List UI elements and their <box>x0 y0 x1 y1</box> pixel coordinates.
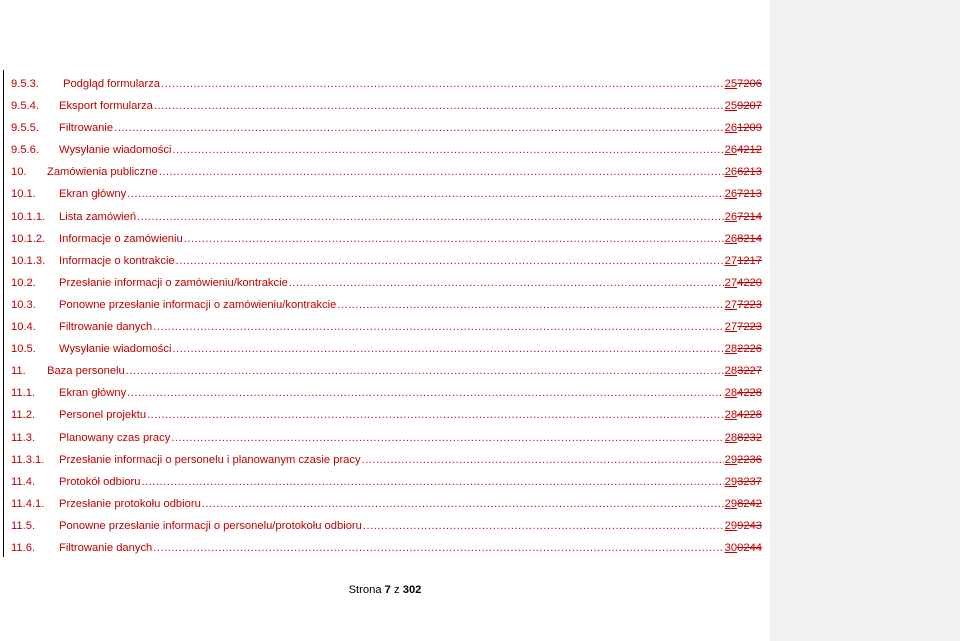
toc-entry-number: 10.3. <box>11 298 36 311</box>
toc-page-inserted: 25 <box>724 78 738 90</box>
toc-entry[interactable] <box>11 294 762 316</box>
toc-page-deleted: 2236 <box>737 453 762 466</box>
toc-page-deleted: 7223 <box>737 321 762 334</box>
toc-entry-title[interactable]: Eksport formularza <box>59 100 153 113</box>
footer-page-number: 7 <box>384 584 391 596</box>
toc-entry-number: 11.4. <box>11 475 36 488</box>
revision-change-bar <box>3 70 4 557</box>
toc-dot-leader <box>289 272 724 294</box>
toc-entry-title[interactable]: Przesłanie protokołu odbioru <box>59 497 201 510</box>
toc-entry[interactable] <box>11 95 762 117</box>
toc-dot-leader <box>172 338 723 360</box>
toc-dot-leader <box>159 161 724 183</box>
toc-page-reference[interactable] <box>725 427 762 449</box>
toc-page-inserted: 28 <box>724 343 738 356</box>
toc-page-deleted: 8232 <box>737 431 762 444</box>
toc-entry[interactable] <box>11 515 762 537</box>
toc-entry[interactable] <box>11 382 762 404</box>
toc-entry[interactable] <box>11 316 762 338</box>
toc-entry-title[interactable]: Planowany czas pracy <box>59 431 171 444</box>
toc-entry-title[interactable]: Wysyłanie wiadomości <box>59 343 172 356</box>
comment-margin <box>770 0 960 641</box>
toc-dot-leader <box>161 73 724 95</box>
toc-page-deleted: 3227 <box>737 365 762 378</box>
footer-separator: z <box>394 584 400 596</box>
toc-dot-leader <box>154 95 724 117</box>
toc-entry-number: 9.5.3. <box>11 78 39 90</box>
toc-page-deleted: 7213 <box>737 188 762 201</box>
toc-page-inserted: 27 <box>724 276 738 289</box>
toc-page-reference[interactable] <box>725 95 762 117</box>
toc-page-reference[interactable] <box>725 537 762 559</box>
toc-entry-number: 10. <box>11 166 27 179</box>
toc-entry-number: 11.3.1. <box>11 453 45 466</box>
toc-page-deleted: 9207 <box>737 100 762 113</box>
toc-entry-number: 11.1. <box>11 387 36 400</box>
toc-page-deleted: 4228 <box>737 387 762 400</box>
toc-dot-leader <box>147 404 724 426</box>
toc-dot-leader <box>176 250 724 272</box>
footer-page-total: 302 <box>402 584 422 596</box>
toc-dot-leader <box>171 427 723 449</box>
toc-page-inserted: 29 <box>724 475 738 488</box>
toc-page-inserted: 26 <box>724 122 738 135</box>
toc-page-inserted: 27 <box>724 254 738 267</box>
toc-dot-leader <box>337 294 723 316</box>
toc-page-inserted: 29 <box>724 453 738 466</box>
toc-page-reference[interactable] <box>725 404 762 426</box>
toc-entry-title[interactable]: Filtrowanie <box>59 122 114 135</box>
toc-dot-leader <box>126 360 724 382</box>
toc-entry[interactable] <box>11 206 762 228</box>
toc-entry[interactable] <box>11 404 762 426</box>
toc-page-inserted: 26 <box>724 144 738 157</box>
toc-dot-leader <box>153 537 723 559</box>
toc-entry-number: 10.1.2. <box>11 232 46 245</box>
footer-label: Strona <box>348 584 382 596</box>
toc-entry-number: 9.5.6. <box>11 144 39 157</box>
toc-page-deleted: 4228 <box>737 409 762 422</box>
toc-page-inserted: 26 <box>724 210 738 223</box>
toc-dot-leader <box>127 382 723 404</box>
toc-dot-leader <box>127 183 723 205</box>
toc-entry[interactable] <box>11 183 762 205</box>
toc-page-deleted: 4220 <box>737 276 762 289</box>
toc-entry-title[interactable]: Ekran główny <box>59 387 127 400</box>
toc-page-inserted: 28 <box>724 365 738 378</box>
toc-page-reference[interactable] <box>725 250 762 272</box>
toc-entry-title[interactable]: Ekran główny <box>59 188 127 201</box>
toc-page-deleted: 6213 <box>737 166 762 179</box>
toc-page-inserted: 26 <box>724 188 738 201</box>
toc-entry-title[interactable]: Baza personelu <box>47 365 125 378</box>
toc-page-reference[interactable] <box>725 206 762 228</box>
toc-entry[interactable] <box>11 117 762 139</box>
toc-entry-title[interactable]: Ponowne przesłanie informacji o zamówieniu/kontrakcie <box>59 298 337 311</box>
toc-page-inserted: 26 <box>724 232 738 245</box>
toc-entry-number: 11.2. <box>11 409 36 422</box>
toc-page-reference[interactable] <box>725 360 762 382</box>
toc-entry-title[interactable]: Personel projektu <box>59 409 147 422</box>
toc-entry[interactable] <box>11 449 762 471</box>
toc-page-reference[interactable] <box>725 449 762 471</box>
toc-page-deleted: 0244 <box>737 541 762 554</box>
toc-dot-leader <box>184 228 724 250</box>
toc-entry[interactable] <box>11 427 762 449</box>
toc-dot-leader <box>363 515 724 537</box>
toc-page-reference[interactable] <box>725 471 762 493</box>
toc-entry[interactable] <box>11 161 762 183</box>
toc-entry[interactable] <box>11 493 762 515</box>
toc-entry-number: 11.4.1. <box>11 497 45 510</box>
toc-page-deleted: 3237 <box>737 475 762 488</box>
toc-entry-number: 10.1.3. <box>11 254 46 267</box>
toc-entry[interactable] <box>11 338 762 360</box>
toc-page-reference[interactable] <box>725 382 762 404</box>
toc-page-reference[interactable] <box>725 139 762 161</box>
toc-entry-number: 11.6. <box>11 541 36 554</box>
toc-page-reference[interactable] <box>725 316 762 338</box>
toc-entry-title[interactable]: Podgląd formularza <box>63 78 161 90</box>
toc-dot-leader <box>153 316 723 338</box>
toc-page-deleted: 7214 <box>737 210 762 223</box>
toc-entry[interactable] <box>11 272 762 294</box>
toc-page-reference[interactable] <box>725 161 762 183</box>
toc-entry-number: 11.3. <box>11 431 36 444</box>
toc-entry[interactable] <box>11 471 762 493</box>
toc-entry-title[interactable]: Wysyłanie wiadomości <box>59 144 172 157</box>
toc-page-reference[interactable] <box>725 515 762 537</box>
toc-page-deleted: 7223 <box>737 298 762 311</box>
toc-entry-number: 10.1.1. <box>11 210 46 223</box>
toc-dot-leader <box>114 117 724 139</box>
toc-page-inserted: 30 <box>724 541 738 554</box>
toc-entry-title[interactable]: Protokół odbioru <box>59 475 141 488</box>
toc-page-reference[interactable] <box>725 73 762 95</box>
toc-entry[interactable] <box>11 139 762 161</box>
toc-page-deleted: 8214 <box>737 232 762 245</box>
toc-page-inserted: 29 <box>724 519 738 532</box>
toc-entry-number: 11. <box>11 365 26 378</box>
page-footer <box>0 584 770 596</box>
toc-entry[interactable] <box>11 537 762 559</box>
toc-page-inserted: 28 <box>724 387 738 400</box>
toc-page-inserted: 28 <box>724 431 738 444</box>
toc-page-deleted: 1209 <box>737 122 762 135</box>
toc-page-reference[interactable] <box>725 117 762 139</box>
toc-page-deleted: 4212 <box>737 144 762 157</box>
toc-dot-leader <box>141 471 723 493</box>
toc-entry-title[interactable]: Przesłanie informacji o zamówieniu/kontrakcie <box>59 276 288 289</box>
toc-page-reference[interactable] <box>725 338 762 360</box>
toc-entry-number: 10.1. <box>11 188 36 201</box>
toc-entry-number: 11.5. <box>11 519 36 532</box>
toc-page-deleted: 7206 <box>737 78 762 90</box>
toc-entry-number: 10.4. <box>11 321 36 334</box>
toc-entry-number: 10.2. <box>11 276 36 289</box>
toc-entry-number: 10.5. <box>11 343 36 356</box>
toc-page-inserted: 27 <box>724 321 738 334</box>
toc-page-deleted: 9243 <box>737 519 762 532</box>
toc-dot-leader <box>202 493 724 515</box>
toc-page-inserted: 28 <box>724 409 738 422</box>
toc-page-deleted: 1217 <box>737 254 762 267</box>
toc-entry[interactable] <box>11 228 762 250</box>
toc-entry-title[interactable]: Filtrowanie danych <box>59 321 153 334</box>
toc-page-inserted: 27 <box>724 298 738 311</box>
toc-page-reference[interactable] <box>725 294 762 316</box>
toc-page-reference[interactable] <box>725 183 762 205</box>
toc-page-inserted: 26 <box>724 166 738 179</box>
toc-page-deleted: 8242 <box>737 497 762 510</box>
toc-dot-leader <box>172 139 723 161</box>
toc-entry[interactable] <box>11 250 762 272</box>
toc-entry[interactable] <box>11 73 762 95</box>
toc-entry-title[interactable]: Przesłanie informacji o personelu i planowanym czasie pracy <box>59 453 361 466</box>
toc-page-inserted: 25 <box>724 100 738 113</box>
toc-dot-leader <box>137 206 724 228</box>
toc-entry-title[interactable]: Informacje o kontrakcie <box>59 254 175 267</box>
toc-page-inserted: 29 <box>724 497 738 510</box>
toc-page-reference[interactable] <box>725 272 762 294</box>
toc-entry-title[interactable]: Zamówienia publiczne <box>47 166 158 179</box>
toc-entry[interactable] <box>11 360 762 382</box>
toc-entry-number: 9.5.4. <box>11 100 39 113</box>
toc-page-reference[interactable] <box>725 228 762 250</box>
toc-entry-title[interactable]: Filtrowanie danych <box>59 541 153 554</box>
toc-entry-number: 9.5.5. <box>11 122 39 135</box>
toc-page-deleted: 2226 <box>737 343 762 356</box>
toc-entry-title[interactable]: Lista zamówień <box>59 210 137 223</box>
toc-dot-leader <box>362 449 724 471</box>
toc-page-reference[interactable] <box>725 493 762 515</box>
toc-entry-title[interactable]: Informacje o zamówieniu <box>59 232 183 245</box>
toc-entry-title[interactable]: Ponowne przesłanie informacji o personelu/protokołu odbioru <box>59 519 362 532</box>
table-of-contents <box>11 73 762 559</box>
